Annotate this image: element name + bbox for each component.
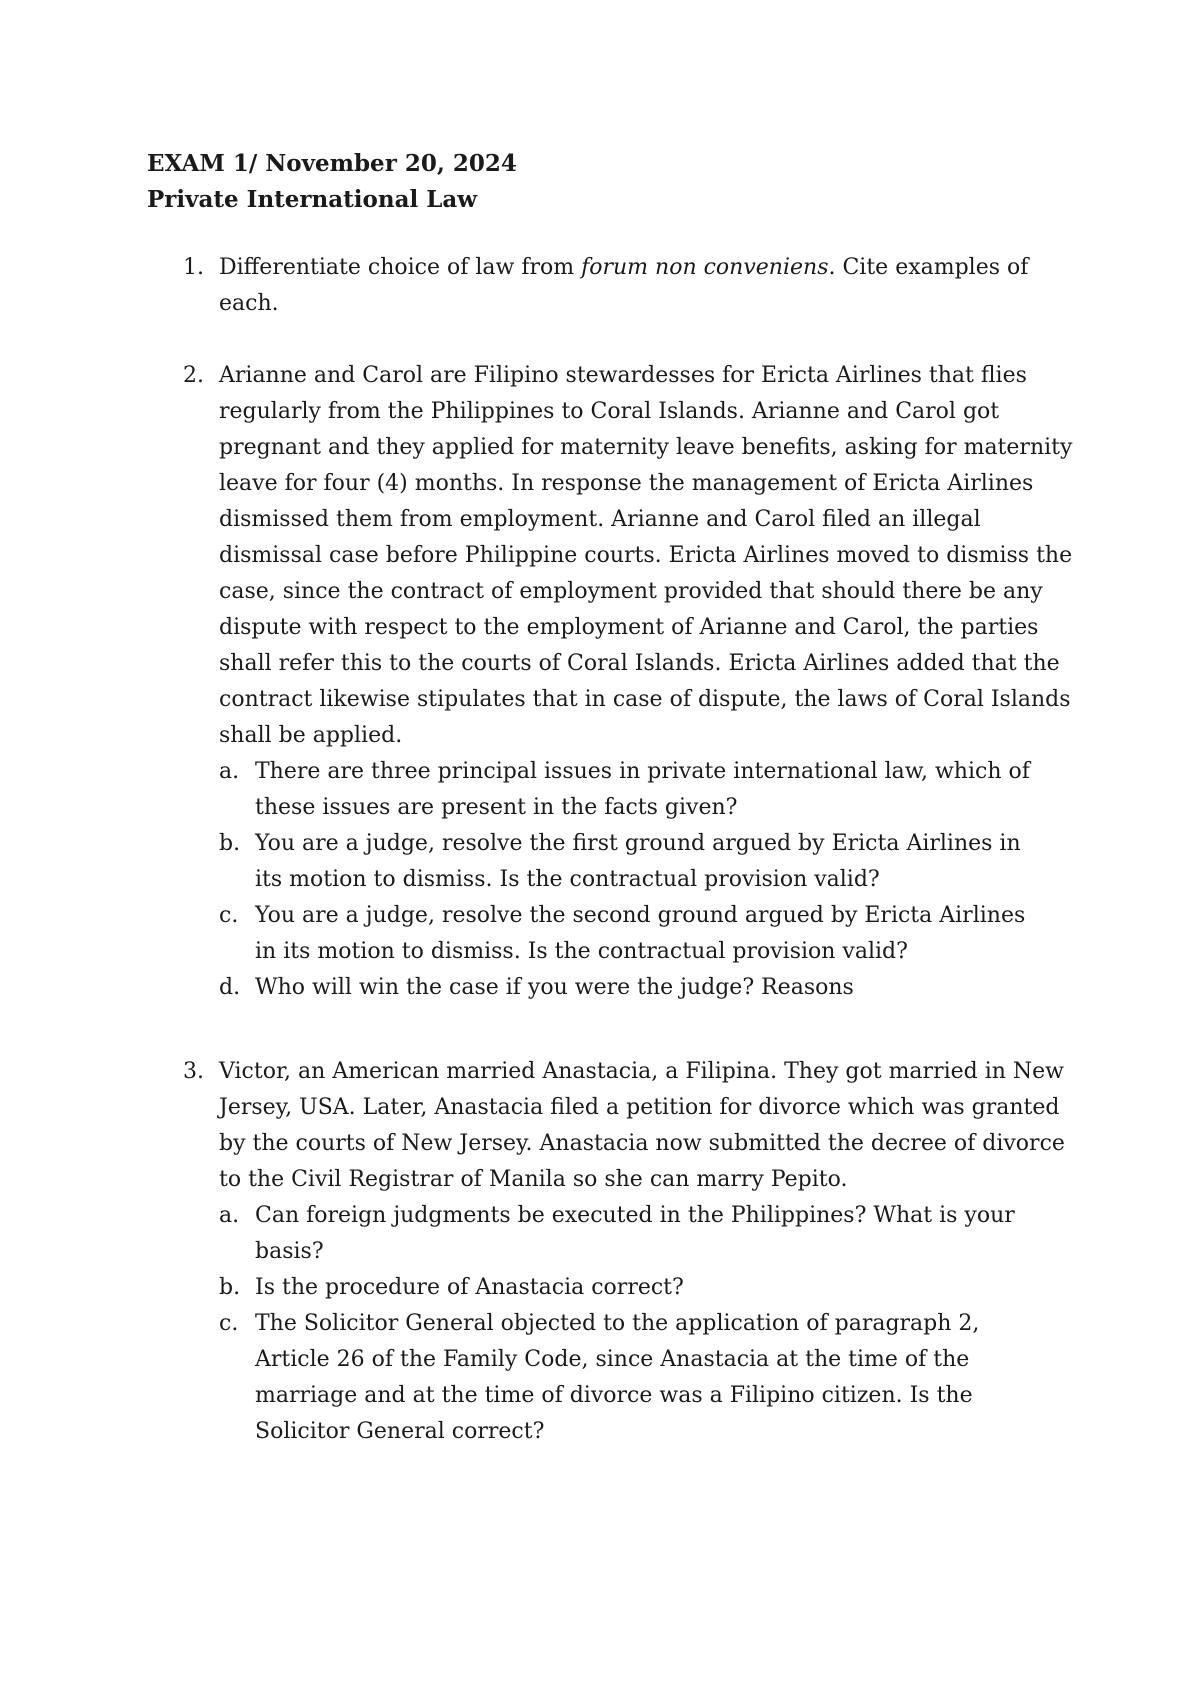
sub-question-letter: b.	[219, 831, 241, 856]
sub-question	[219, 826, 1039, 898]
exam-title: EXAM 1/ November 20, 2024	[147, 150, 517, 177]
sub-question-text: Can foreign judgments be executed in the Philippines? What is your basis?	[255, 1203, 1015, 1264]
sub-question-text: The Solicitor General objected to the application of paragraph 2, Article 26 of the Family Code, since Anastacia at the time of the marriage and at the time of divorce was a Filipino citizen. Is the Solicitor General correct?	[255, 1311, 980, 1444]
sub-question-text: You are a judge, resolve the second ground argued by Ericta Airlines in its motion to dismiss. Is the contractual provision valid?	[255, 903, 1026, 964]
sub-question-letter: d.	[219, 975, 241, 1000]
sub-question	[219, 1270, 1039, 1306]
question-2	[183, 358, 1083, 1006]
sub-question-letter: a.	[219, 759, 240, 784]
sub-question-text: There are three principal issues in private international law, which of these issues are present in the facts given?	[255, 759, 1030, 820]
question-text: Arianne and Carol are Filipino stewardesses for Ericta Airlines that flies regularly from the Philippines to Coral Islands. Arianne and Carol got pregnant and they applied for maternity leave benefits, asking for maternity leave for four (4) months. In response the management of Ericta Airlines dismissed them from employment. Arianne and Carol filed an illegal dismissal case before Philippine courts. Ericta Airlines moved to dismiss the case, since the contract of employment provided that should there be any dispute with respect to the employment of Arianne and Carol, the parties shall refer this to the courts of Coral Islands. Ericta Airlines added that the contract likewise stipulates that in case of dispute, the laws of Coral Islands shall be applied.	[219, 363, 1073, 748]
question-number: 2.	[183, 363, 204, 388]
question-number: 1.	[183, 255, 204, 280]
sub-question	[219, 970, 1039, 1006]
question-text-part: Differentiate choice of law from	[219, 255, 582, 280]
sub-question-text: Who will win the case if you were the judge? Reasons	[255, 975, 854, 1000]
sub-question-text: You are a judge, resolve the first ground argued by Ericta Airlines in its motion to dismiss. Is the contractual provision valid?	[255, 831, 1021, 892]
exam-subject: Private International Law	[147, 186, 478, 213]
sub-question-letter: b.	[219, 1275, 241, 1300]
sub-question-letter: a.	[219, 1203, 240, 1228]
question-text: Victor, an American married Anastacia, a Filipina. They got married in New Jersey, USA. Later, Anastacia filed a petition for divorce which was granted by the courts of New Jersey. Anastacia now submitted the decree of divorce to the Civil Registrar of Manila so she can marry Pepito.	[219, 1059, 1065, 1192]
question-text-italic: forum non conveniens	[581, 255, 829, 280]
question-text	[219, 250, 1079, 322]
sub-question	[219, 1306, 1039, 1450]
sub-question	[219, 898, 1039, 970]
sub-question-list	[219, 754, 1083, 1006]
sub-question	[219, 754, 1039, 826]
sub-question-text: Is the procedure of Anastacia correct?	[255, 1275, 684, 1300]
sub-question-letter: c.	[219, 903, 239, 928]
question-1	[183, 250, 1083, 322]
exam-header	[147, 146, 1047, 218]
sub-question-letter: c.	[219, 1311, 239, 1336]
sub-question-list	[219, 1198, 1083, 1450]
question-text-part: . Cite examples of each.	[219, 255, 1029, 316]
question-3	[183, 1054, 1083, 1450]
sub-question	[219, 1198, 1039, 1270]
question-number: 3.	[183, 1059, 204, 1084]
